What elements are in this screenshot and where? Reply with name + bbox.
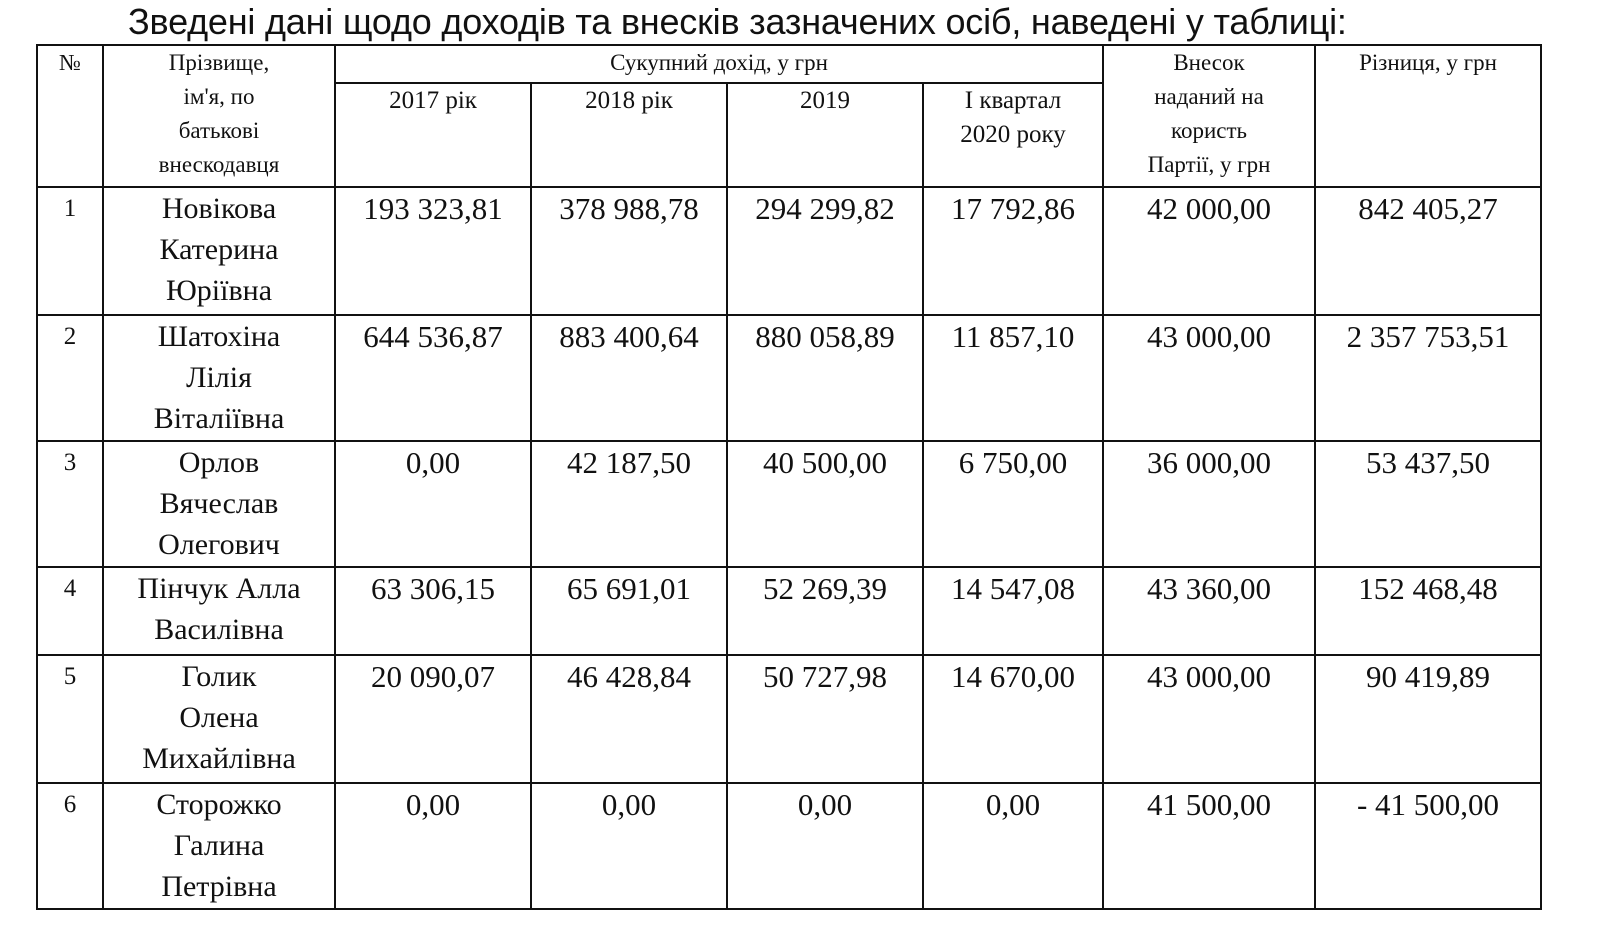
header-contribution xyxy=(1103,45,1315,187)
header-name-line: внескодавця xyxy=(158,152,280,177)
table-row xyxy=(37,187,1541,315)
cell-2018: 65 691,01 xyxy=(531,567,727,655)
header-name-line: ім'я, по xyxy=(183,84,255,109)
row-name-line: Шатохіна xyxy=(157,320,281,353)
header-income-group: Сукупний дохід, у грн xyxy=(335,45,1103,83)
row-name-line: Віталіївна xyxy=(153,402,285,435)
row-name-line: Олена xyxy=(179,701,259,734)
row-number: 2 xyxy=(37,315,103,441)
row-number: 3 xyxy=(37,441,103,567)
header-num: № xyxy=(37,45,103,187)
cell-2017: 63 306,15 xyxy=(335,567,531,655)
cell-contribution: 36 000,00 xyxy=(1103,441,1315,567)
cell-contribution: 42 000,00 xyxy=(1103,187,1315,315)
header-contribution-line: наданий на xyxy=(1154,84,1264,109)
table-row xyxy=(37,441,1541,567)
cell-2017: 0,00 xyxy=(335,783,531,909)
row-name-line: Олегович xyxy=(158,528,280,561)
row-name xyxy=(103,187,335,315)
cell-2019: 50 727,98 xyxy=(727,655,923,783)
row-number: 4 xyxy=(37,567,103,655)
cell-q1-2020: 14 547,08 xyxy=(923,567,1103,655)
cell-difference: 842 405,27 xyxy=(1315,187,1541,315)
row-name-line: Голик xyxy=(181,660,257,693)
cell-contribution: 43 000,00 xyxy=(1103,655,1315,783)
cell-2017: 644 536,87 xyxy=(335,315,531,441)
cell-contribution: 43 360,00 xyxy=(1103,567,1315,655)
header-difference: Різниця, у грн xyxy=(1315,45,1541,187)
row-name-line: Галина xyxy=(173,829,265,862)
row-number: 6 xyxy=(37,783,103,909)
table-row xyxy=(37,655,1541,783)
row-name-line: Юріївна xyxy=(165,274,273,307)
header-name-line: батькові xyxy=(178,118,260,143)
table-row xyxy=(37,783,1541,909)
cell-difference: 90 419,89 xyxy=(1315,655,1541,783)
cell-q1-2020: 14 670,00 xyxy=(923,655,1103,783)
header-contribution-line: Партії, у грн xyxy=(1147,152,1271,177)
cell-difference: 53 437,50 xyxy=(1315,441,1541,567)
cell-2017: 20 090,07 xyxy=(335,655,531,783)
header-q1-2020 xyxy=(923,83,1103,187)
cell-difference: - 41 500,00 xyxy=(1315,783,1541,909)
cell-contribution: 43 000,00 xyxy=(1103,315,1315,441)
row-name xyxy=(103,315,335,441)
cell-2018: 42 187,50 xyxy=(531,441,727,567)
row-number: 1 xyxy=(37,187,103,315)
cell-q1-2020: 11 857,10 xyxy=(923,315,1103,441)
income-contributions-table xyxy=(36,44,1542,910)
header-q1-line: I квартал xyxy=(964,87,1062,114)
cell-contribution: 41 500,00 xyxy=(1103,783,1315,909)
cell-2018: 46 428,84 xyxy=(531,655,727,783)
cell-2019: 52 269,39 xyxy=(727,567,923,655)
cell-2018: 0,00 xyxy=(531,783,727,909)
cell-2019: 0,00 xyxy=(727,783,923,909)
cell-q1-2020: 0,00 xyxy=(923,783,1103,909)
header-name-line: Прізвище, xyxy=(168,50,270,75)
header-year-2018: 2018 рік xyxy=(531,83,727,187)
cell-difference: 152 468,48 xyxy=(1315,567,1541,655)
row-name-line: Катерина xyxy=(159,233,279,266)
row-name-line: Михайлівна xyxy=(142,742,296,775)
row-name-line: Пінчук Алла xyxy=(137,572,301,605)
header-year-2017: 2017 рік xyxy=(335,83,531,187)
cell-2018: 883 400,64 xyxy=(531,315,727,441)
cell-q1-2020: 17 792,86 xyxy=(923,187,1103,315)
row-name-line: Орлов xyxy=(178,446,260,479)
cell-2018: 378 988,78 xyxy=(531,187,727,315)
row-name-line: Сторожко xyxy=(156,788,282,821)
row-name xyxy=(103,441,335,567)
row-name xyxy=(103,783,335,909)
row-name xyxy=(103,567,335,655)
table-row xyxy=(37,567,1541,655)
row-name-line: Василівна xyxy=(154,613,284,646)
cell-2019: 294 299,82 xyxy=(727,187,923,315)
row-name-line: Вячеслав xyxy=(159,487,279,520)
cell-difference: 2 357 753,51 xyxy=(1315,315,1541,441)
header-year-2019: 2019 xyxy=(727,83,923,187)
row-name-line: Лілія xyxy=(186,361,252,394)
table-row xyxy=(37,315,1541,441)
header-q1-line: 2020 року xyxy=(960,121,1066,148)
row-name xyxy=(103,655,335,783)
cell-2019: 40 500,00 xyxy=(727,441,923,567)
row-number: 5 xyxy=(37,655,103,783)
cell-2017: 193 323,81 xyxy=(335,187,531,315)
row-name-line: Петрівна xyxy=(161,870,277,903)
row-name-line: Новікова xyxy=(161,192,277,225)
header-name xyxy=(103,45,335,187)
header-contribution-line: Внесок xyxy=(1173,50,1245,75)
header-contribution-line: користь xyxy=(1170,118,1248,143)
cell-2019: 880 058,89 xyxy=(727,315,923,441)
header-row-top xyxy=(37,45,1541,83)
cell-2017: 0,00 xyxy=(335,441,531,567)
table-caption: Зведені дані щодо доходів та внесків зазначених осіб, наведені у таблиці: xyxy=(128,1,1347,42)
cell-q1-2020: 6 750,00 xyxy=(923,441,1103,567)
